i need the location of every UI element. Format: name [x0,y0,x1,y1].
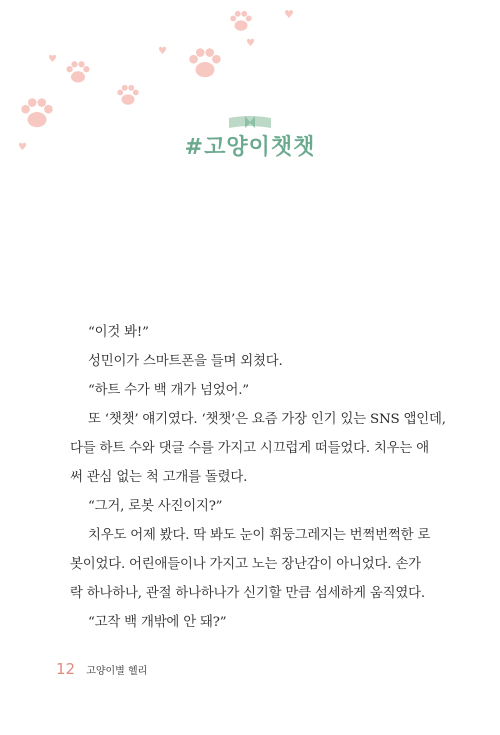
paragraph-line: 다들 하트 수와 댓글 수를 가지고 시끄럽게 떠들었다. 치우는 애 [70,441,429,456]
heart-icon: ♥ [158,46,167,57]
paragraph-line: 성민이가 스마트폰을 들며 외쳤다. [88,354,283,369]
paragraph-line: 또 ‘챗챗’ 얘기였다. ‘챗챗’은 요즘 가장 인기 있는 SNS 앱인데, [88,412,446,427]
paragraph-line: 락 하나하나, 관절 하나하나가 신기할 만큼 섬세하게 움직였다. [70,586,425,601]
heart-icon: ♥ [284,8,294,21]
paragraph-line: “하트 수가 백 개가 넘었어.” [88,383,249,398]
body-text [70,318,450,637]
paragraph-line: 치우도 어제 봤다. 딱 봐도 눈이 휘둥그레지는 번쩍번쩍한 로 [88,528,431,543]
heart-icon: ♥ [246,38,255,49]
paragraph-line: “그거, 로봇 사진이지?” [88,499,223,514]
heart-icon: ♥ [18,142,27,153]
paw-print-icon [18,94,56,132]
heart-icon: ♥ [48,54,57,65]
paragraph-line: “이것 봐!” [88,325,149,340]
paragraph-line: “고작 백 개밖에 안 돼?” [88,615,227,630]
paw-print-icon [115,82,141,108]
paragraph-line: 써 관심 없는 척 고개를 돌렸다. [70,470,248,485]
paw-print-icon [186,44,224,82]
chapter-title: #고양이챗챗 [184,135,316,160]
paragraph-line: 봇이었다. 어린애들이나 가지고 노는 장난감이 아니었다. 손가 [70,557,421,572]
paw-print-icon [228,8,254,34]
paw-print-icon [64,58,92,86]
page-footer [56,659,147,678]
page-number: 12 [56,660,76,678]
book-title: 고양이별 헬리 [86,666,148,677]
